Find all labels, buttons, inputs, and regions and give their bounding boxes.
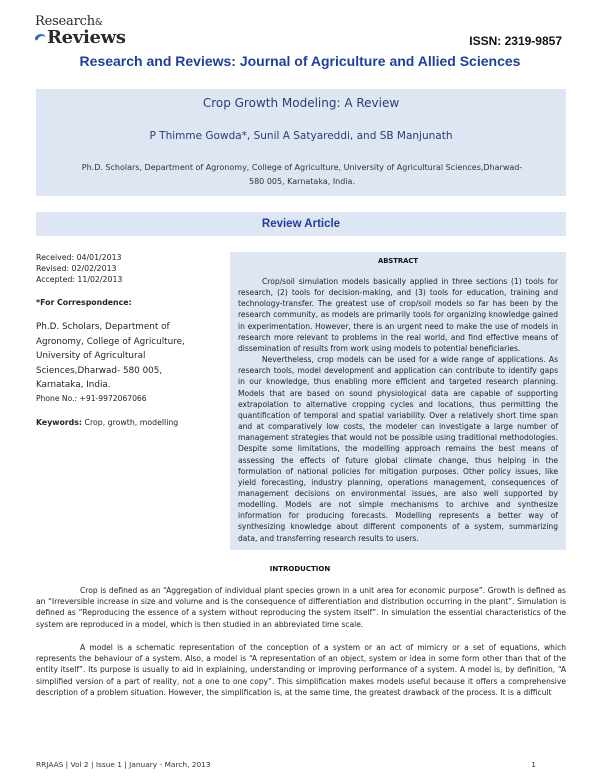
revised-date: Revised: 02/02/2013	[36, 264, 117, 273]
accepted-date: Accepted: 11/02/2013	[36, 275, 123, 284]
correspondence-address	[36, 320, 221, 405]
keywords-label: Keywords:	[36, 417, 83, 427]
title-box	[36, 89, 566, 196]
logo-line1: Research	[35, 14, 95, 29]
article-type-bar	[36, 212, 566, 236]
correspondence-line: Agronomy, College of Agriculture,	[36, 336, 185, 347]
journal-logo	[35, 14, 145, 48]
article-info-sidebar	[36, 252, 221, 427]
phone-number: Phone No.: +91-9972067066	[36, 393, 147, 403]
authors: P Thimme Gowda*, Sunil A Satyareddi, and SB Manjunath	[149, 130, 453, 142]
page-number: 1	[531, 760, 536, 769]
keywords	[36, 418, 221, 427]
issn: ISSN: 2319-9857	[469, 34, 562, 48]
abstract-text	[238, 276, 558, 544]
intro-paragraph-1: Crop is defined as an “Aggregation of individual plant species grown in a unit area for economic purpose”. Growth is defined as an “Irreversible increase in size and volume and is the consequence of differentiation and distribution occurring in the plant”. Simulation is defined as “Reproducing the essence of a system without reproducing the system itself”. In simulation the essential characteristics of the system are reproduced in a model, which is then studied in an abbreviated time scale.	[36, 586, 566, 629]
page-footer	[36, 760, 566, 769]
correspondence-line: Ph.D. Scholars, Department of	[36, 322, 170, 332]
article-type: Review Article	[261, 218, 341, 230]
abstract-box	[230, 252, 566, 550]
affiliation: Ph.D. Scholars, Department of Agronomy, College of Agriculture, University of Agricultural Sciences,Dharwad- 580 005, Karnataka, India.	[81, 163, 523, 186]
keywords-value: Crop, growth, modelling	[84, 417, 179, 427]
dates	[36, 252, 221, 285]
correspondence-heading: *For Correspondence:	[36, 298, 132, 307]
correspondence-line: Karnataka, India.	[36, 380, 111, 390]
body-paragraph	[36, 642, 566, 698]
logo-ampersand: &	[94, 18, 103, 28]
footer-citation: RRJAAS | Vol 2 | Issue 1 | January - March, 2013	[36, 760, 211, 769]
abstract-paragraph: Nevertheless, crop models can be used for a wide range of applications. As research tools, model development and application can contribute to identify gaps in our knowledge, thus enabling more efficient and targeted research planning. Models that are based on sound physiological data are capable of supporting extrapolation to alternative cropping cycles and locations, thus permitting the quantification of temporal and spatial variability. Over a relatively short time span and at comparatively low costs, the modeler can investigate a large number of management strategies that would not be possible using traditional methodologies. Despite some limitations, the modelling approach remains the best means of assessing the effects of future global climate change, thus helping in the formulation of national policies for mitigation purposes. Other policy issues, like yield forecasting, industry planning, operations management, consequences of management decisions on environmental issues, are also well supported by modelling. Models are not simple mechanisms to archive and synthesize information for producing forecasts. Modelling represents a better way of synthesizing knowledge about different components of a system, summarizing data, and transferring research results to users.	[238, 355, 558, 543]
abstract-paragraph: Crop/soil simulation models basically applied in three sections (1) tools for research, (2) tools for decision-making, and (3) tools for education, training and technology-transfer. The greatest use of crop/soil models so far has been by the research community, as models are primarily tools for organizing knowledge gained in experimentation. However, there is an urgent need to make the use of models in research more relevant to problems in the real world, and find effective means of dissemination of results from work using models to potential beneficiaries.	[238, 277, 558, 353]
logo-line2: Reviews	[47, 27, 126, 48]
received-date: Received: 04/01/2013	[36, 253, 122, 262]
correspondence-line: University of Agricultural	[36, 351, 146, 361]
journal-title: Research and Reviews: Journal of Agriculture and Allied Sciences	[79, 53, 521, 69]
correspondence-line: Sciences,Dharwad- 580 005,	[36, 365, 163, 376]
body-paragraph	[36, 585, 566, 630]
intro-paragraph-2: A model is a schematic representation of the conception of a system or an act of mimicry or a set of equations, which represents the behaviour of a system. Also, a model is “A representation of an object, system or idea in some form other than that of the entity itself”. Its purpose is usually to aid in explaining, understanding or improving performance of a system. A model is, by definition, “A simplified version of a part of reality, not a one to one copy”. This simplification makes models useful because it offers a comprehensive description of a problem situation. However, the simplification is, at the same time, the greatest drawback of the process. It is a difficult	[36, 643, 566, 697]
paper-title: Crop Growth Modeling: A Review	[202, 96, 400, 110]
introduction-heading: INTRODUCTION	[269, 565, 331, 573]
abstract-heading: ABSTRACT	[377, 257, 419, 265]
